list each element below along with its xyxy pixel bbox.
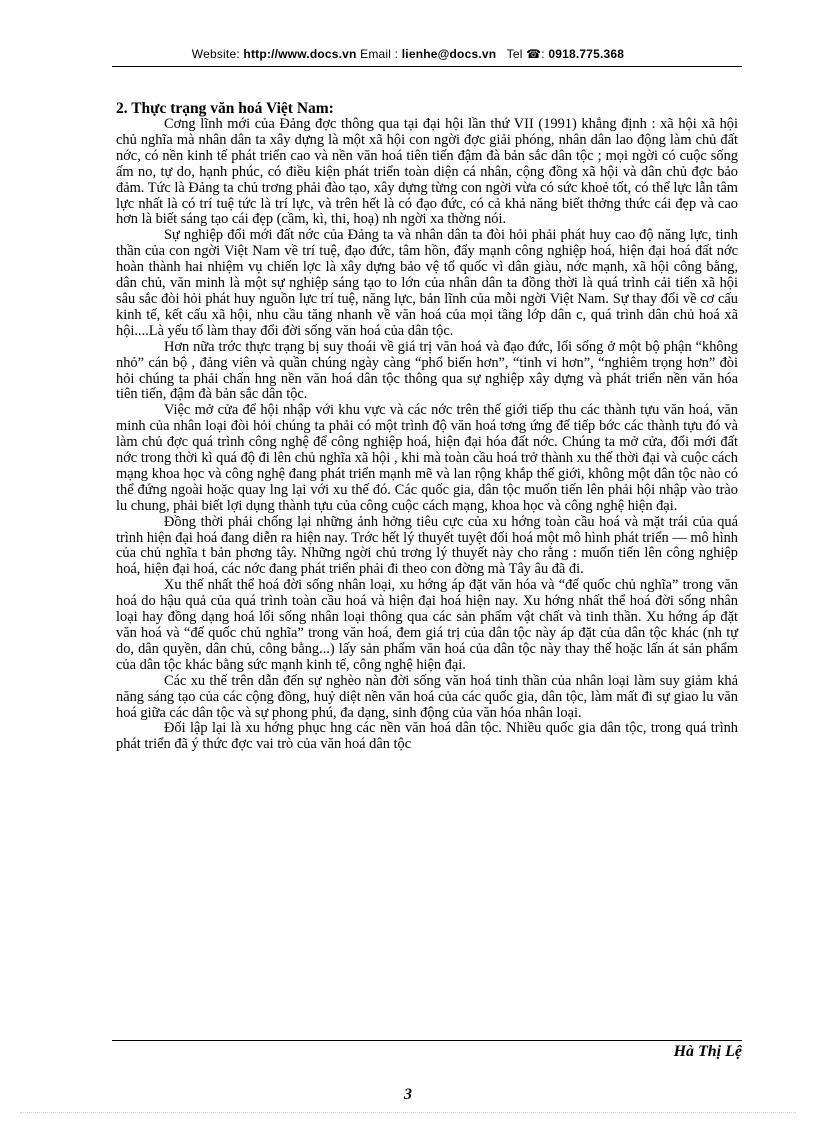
page-header <box>0 47 816 61</box>
paragraph: Xu thế nhất thể hoá đời sống nhân loại, xu hớng áp đặt văn hóa và “đế quốc chủ nghĩa” trong văn hoá do hậu quả của quá trình toàn cầu hoá và hiện đại hoá hiện nay. Xu hớng nhất thể hoá đời sống nhân loại hay đồng dạng hoá lối sống nhân loại thông qua các sản phẩm vật chất và tinh thần. Xu hớng áp đặt văn hoá và “đế quốc chủ nghĩa” trong văn hoá, đem giá trị của dân tộc này áp đặt của dân tộc khác (nh tự do, dân quyền, dân chủ, công bằng...) lấy sản phẩm văn hoá của dân tộc này thay thế hoặc lấn át sản phẩm của dân tộc khác bằng sức mạnh kinh tế, công nghệ hiện đại. <box>116 577 738 673</box>
paragraph: Cơng lĩnh mới của Đảng đợc thông qua tại đại hội lần thứ VII (1991) khẳng định : xã hội xã hội chủ nghĩa mà nhân dân ta xây dựng là một xã hội con ngời đợc giải phóng, nhân dân lao động làm chủ đất nớc, có nền kinh tế phát triển cao và nền văn hoá tiên tiến đậm đà bản sắc dân tộc ; mọi ngời có cuộc sống ấm no, tự do, hạnh phúc, có điều kiện phát triển toàn diện cá nhân, cộng đồng xã hội và dân chủ đợc bảo đảm. Tức là Đảng ta chủ trơng phải đào tạo, xây dựng từng con ngời vừa có sức khoẻ tốt, có thể lực lẫn tâm lực nhất là có trí tuệ tức là trí lực, và trên hết là có đạo đức, có cả khả năng biết thởng thức cái đẹp và cao hơn là biết sáng tạo cái đẹp (cầm, kì, thi, hoạ) nh ngời xa thờng nói. <box>116 116 738 228</box>
paragraph: Việc mở cửa để hội nhập với khu vực và các nớc trên thế giới tiếp thu các thành tựu văn hoá, văn minh của nhân loại đòi hỏi chúng ta phải có một trình độ văn hoá tơng ứng để tiếp bớc các thành tựu đó và làm chủ đợc quá trình công nghệ để công nghiệp hoá, hiện đại hóa đất nớc. Chúng ta mở cửa, đổi mới đất nớc trong thời kì quá độ đi lên chủ nghĩa xã hội , khi mà toàn cầu hoá trở thành xu thế thời đại và cuộc cách mạng khoa học và công nghệ đang phát triển mạnh mẽ và lan rộng khắp thế giới, không một dân tộc nào có thể đứng ngoài hoặc quay lng lại với xu thế đó. Các quốc gia, dân tộc muốn tiến lên phải hội nhập vào trào lu chung, phải biết lợi dụng thành tựu của công cuộc cách mạng, khoa học và công nghệ hiện đại. <box>116 402 738 514</box>
email-link[interactable]: lienhe@docs.vn <box>401 47 497 61</box>
author-name: Hà Thị Lệ <box>673 1043 742 1060</box>
website-link[interactable]: http://www.docs.vn <box>243 47 357 61</box>
tel-number: 0918.775.368 <box>548 47 625 61</box>
email-label: Email : <box>360 47 399 61</box>
paragraph: Hơn nữa trớc thực trạng bị suy thoái về giá trị văn hoá và đạo đức, lối sống ở một bộ phận “không nhỏ” cán bộ , đảng viên và quần chúng ngày càng “phổ biến hơn”, “tinh vi hơn”, “nghiêm trọng hơn” đòi hỏi chúng ta phải chấn hng nền văn hoá dân tộc thông qua sự nghiệp xây dựng và phát triển nền văn hóa tiên tiến, đậm đà bản sắc dân tộc. <box>116 338 738 403</box>
page-bottom-border <box>20 1112 796 1113</box>
section-title: 2. Thực trạng văn hoá Việt Nam: <box>116 100 334 117</box>
document-body <box>116 100 738 753</box>
paragraph: Đối lập lại là xu hớng phục hng các nền văn hoá dân tộc. Nhiều quốc gia dân tộc, trong quá trình phát triển đã ý thức đợc vai trò của văn hoá dân tộc <box>116 720 738 753</box>
header-divider <box>112 66 742 67</box>
website-label: Website: <box>191 47 240 61</box>
paragraph: Sự nghiệp đổi mới đất nớc của Đảng ta và nhân dân ta đòi hỏi phải phát huy cao độ năng lực, tinh thần của con ngời Việt Nam về trí tuệ, đạo đức, tâm hồn, đẩy mạnh công nghiệp hoá, hiện đại hoá đất nớc hoàn thành hai nhiệm vụ chiến lợc là xây dựng bảo vệ tổ quốc vì dân giàu, nớc mạnh, xã hội công bằng, dân chủ, văn minh là một sự nghiệp sáng tạo to lớn của nhân dân ta đồng thời là quá trình cải tiến xã hội sâu sắc đòi hỏi phát huy nguồn lực trí tuệ, năng lực, bản lĩnh của mỗi ngời Việt Nam. Sự thay đổi về cơ cấu kinh tế, kết cấu xã hội, nhu cầu tăng nhanh về văn hoá của mọi tầng lớp dân c, quá trình dân chủ hoá xã hội....Là yếu tố làm thay đổi đời sống văn hoá của dân tộc. <box>116 227 738 339</box>
paragraph: Các xu thế trên dẫn đến sự nghèo nàn đời sống văn hoá tinh thần của nhân loại làm suy giảm khả năng sáng tạo của các cộng đồng, huỷ diệt nền văn hoá của các quốc gia, dân tộc, làm mất đi sự giao lu văn hoá giữa các dân tộc và sự phong phú, đa dạng, sinh động của văn hóa nhân loại. <box>116 672 738 721</box>
page-number: 3 <box>404 1086 412 1103</box>
tel-label: Tel ☎: <box>506 47 545 61</box>
footer-divider <box>112 1040 742 1041</box>
paragraph: Đồng thời phải chống lại những ảnh hởng tiêu cực của xu hớng toàn cầu hoá và mặt trái của quá trình hiện đại hoá đang diễn ra hiện nay. Trớc hết lý thuyết tuyệt đối hoá một mô hình phát triển — mô hình của chủ nghĩa t bản phơng tây. Những ngời chủ trơng lý thuyết này cho rằng : muốn tiến lên công nghiệp hoá, hiện đại hoá, các nớc đang phát triển phải đi theo con đờng mà Tây âu đã đi. <box>116 513 738 578</box>
